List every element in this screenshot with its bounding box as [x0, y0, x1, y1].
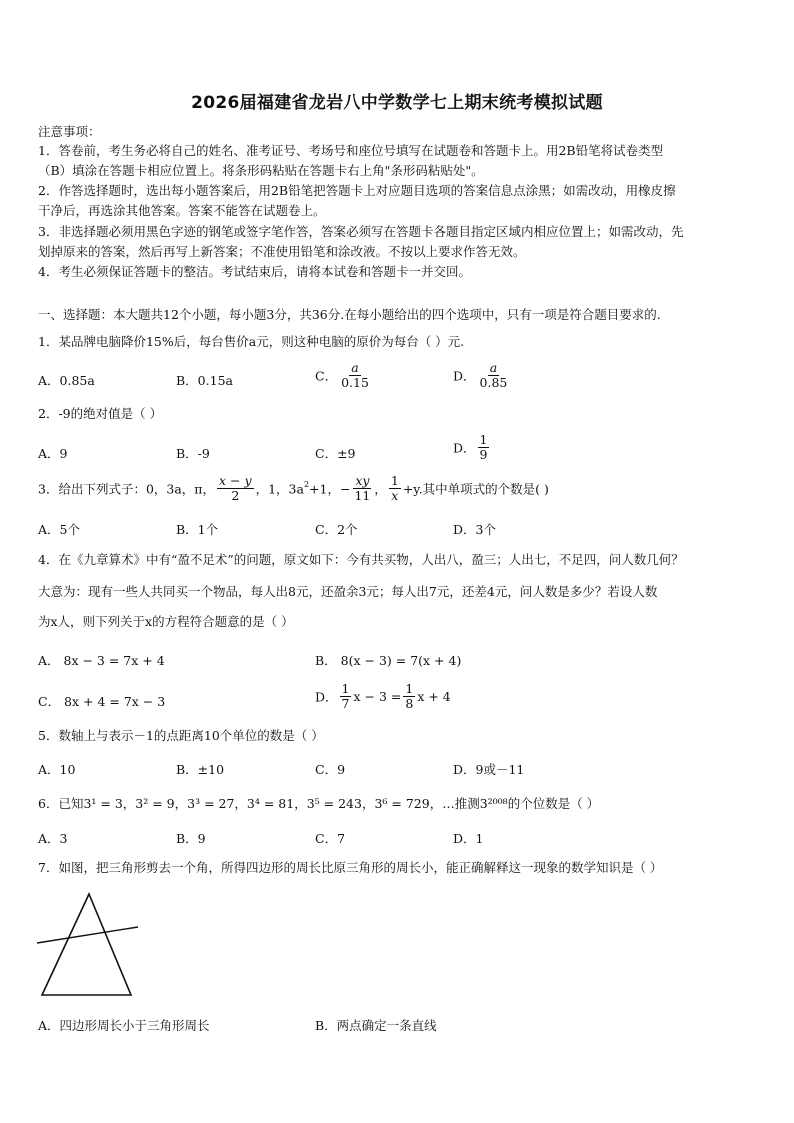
question-4-line: 为x人，则下列关于x的方程符合题意的是（ ）: [38, 614, 294, 629]
q4-d-fraction-1: $\frac{1}{7}$: [341, 681, 350, 711]
q5-option-a[interactable]: A．10: [38, 762, 76, 777]
notice-line: 3．非选择题必须用黑色字迹的钢笔或签字笔作答，答案必须写在答题卡各题目指定区域内相应位置上；如需改动，先: [38, 224, 684, 239]
question-7-stem: 7．如图，把三角形剪去一个角，所得四边形的周长比原三角形的周长小，能正确解释这一现象的数学知识是（ ）: [38, 860, 663, 875]
q3-fraction-3: $\frac{1}{x}$: [390, 473, 399, 503]
notice-line: 1．答卷前，考生务必将自己的姓名、准考证号、考场号和座位号填写在试题卷和答题卡上。用2B铅笔将试卷类型: [38, 143, 664, 158]
q5-option-b[interactable]: B．±10: [176, 762, 225, 777]
q1-d-fraction: $\frac{a}{0.85}$: [479, 360, 508, 390]
q2-option-c[interactable]: C．±9: [315, 446, 356, 461]
q1-option-c[interactable]: [315, 361, 373, 390]
triangle-shape: [42, 894, 131, 995]
q3-option-c[interactable]: C．2个: [315, 522, 358, 537]
q4-option-d-label: D．: [315, 689, 338, 705]
q1-option-a[interactable]: A．0.85a: [38, 373, 95, 388]
q5-option-d[interactable]: D．9或－11: [453, 762, 525, 777]
question-4-line: 4．在《九章算术》中有“盈不足术”的问题，原文如下：今有共买物，人出八，盈三；人出七，不足四，问人数几何？: [38, 552, 684, 567]
q7-option-b[interactable]: B．两点确定一条直线: [315, 1018, 437, 1033]
q3-option-a[interactable]: A．5个: [38, 522, 80, 537]
q3-fraction-1: $\frac{x - y}{2}$: [219, 473, 252, 503]
notice-line: 4．考生必须保证答题卡的整洁。考试结束后，请将本试卷和答题卡一并交回。: [38, 264, 471, 279]
q3-option-b[interactable]: B．1个: [176, 522, 219, 537]
q2-option-a[interactable]: A．9: [38, 446, 68, 461]
q4-option-b[interactable]: B． 8(x − 3) = 7(x + 4): [315, 653, 462, 668]
q2-d-fraction: $\frac{1}{9}$: [479, 432, 488, 462]
page-title: 2026届福建省龙岩八中学数学七上期末统考模拟试题: [191, 93, 603, 113]
q4-option-a[interactable]: A． 8x − 3 = 7x + 4: [38, 653, 165, 668]
q4-option-d[interactable]: D． $\frac{1}{7}$ x − 3 = $\frac{1}{8}$ x + 4: [315, 681, 451, 711]
q1-option-d[interactable]: [453, 361, 511, 390]
question-3-stem: 3．给出下列式子：0，3a，π， $\frac{x - y}{2}$ ，1，$3a^2+1$，− $\frac{xy}{11}$ ， $\frac{1}{x}$ +y.其中单项式的个数是( ): [38, 473, 549, 503]
q2-option-b[interactable]: B．-9: [176, 446, 210, 461]
question-6-stem: 6．已知3¹ = 3，3² = 9，3³ = 27，3⁴ = 81，3⁵ = 243，3⁶ = 729，…推测3²⁰⁰⁸的个位数是（ ）: [38, 796, 600, 811]
q6-option-b[interactable]: B．9: [176, 831, 206, 846]
q3-option-d[interactable]: D．3个: [453, 522, 496, 537]
question-2-stem: 2．-9的绝对值是（ ）: [38, 406, 163, 421]
q1-option-d-label: D．: [453, 368, 476, 384]
cut-line: [37, 927, 138, 943]
q6-option-c[interactable]: C．7: [315, 831, 346, 846]
q4-option-c[interactable]: C． 8x + 4 = 7x − 3: [38, 694, 166, 709]
q1-c-fraction: $\frac{a}{0.15}$: [341, 360, 369, 390]
q4-d-fraction-2: $\frac{1}{8}$: [405, 681, 414, 711]
notice-line: （B）填涂在答题卡相应位置上。将条形码粘贴在答题卡右上角"条形码粘贴处"。: [38, 163, 484, 178]
q7-option-a[interactable]: A．四边形周长小于三角形周长: [38, 1018, 210, 1033]
q5-option-c[interactable]: C．9: [315, 762, 346, 777]
notice-heading: 注意事项：: [38, 124, 101, 139]
q1-option-c-label: C．: [315, 368, 338, 384]
q2-option-d-label: D．: [453, 440, 476, 456]
q6-option-a[interactable]: A．3: [38, 831, 68, 846]
q3-fraction-2: $\frac{xy}{11}$: [354, 473, 371, 503]
q6-option-d[interactable]: D．1: [453, 831, 484, 846]
question-1-stem: 1．某品牌电脑降价15%后，每台售价a元，则这种电脑的原价为每台（ ）元.: [38, 334, 465, 349]
triangle-figure: [34, 890, 144, 1000]
q1-option-b[interactable]: B．0.15a: [176, 373, 233, 388]
notice-line: 划掉原来的答案，然后再写上新答案；不准使用铅笔和涂改液。不按以上要求作答无效。: [38, 244, 526, 259]
question-5-stem: 5．数轴上与表示－1的点距离10个单位的数是（ ）: [38, 728, 324, 743]
notice-line: 2．作答选择题时，选出每小题答案后，用2B铅笔把答题卡上对应题目选项的答案信息点涂黑；如需改动，用橡皮擦: [38, 183, 676, 198]
question-4-line: 大意为：现有一些人共同买一个物品，每人出8元，还盈余3元；每人出7元，还差4元，问人数是多少？若设人数: [38, 584, 658, 599]
notice-line: 干净后，再选涂其他答案。答案不能答在试题卷上。: [38, 203, 326, 218]
q2-option-d[interactable]: [453, 433, 491, 462]
section-heading: 一、选择题：本大题共12个小题，每小题3分，共36分.在每小题给出的四个选项中，只有一项是符合题目要求的.: [38, 307, 661, 322]
